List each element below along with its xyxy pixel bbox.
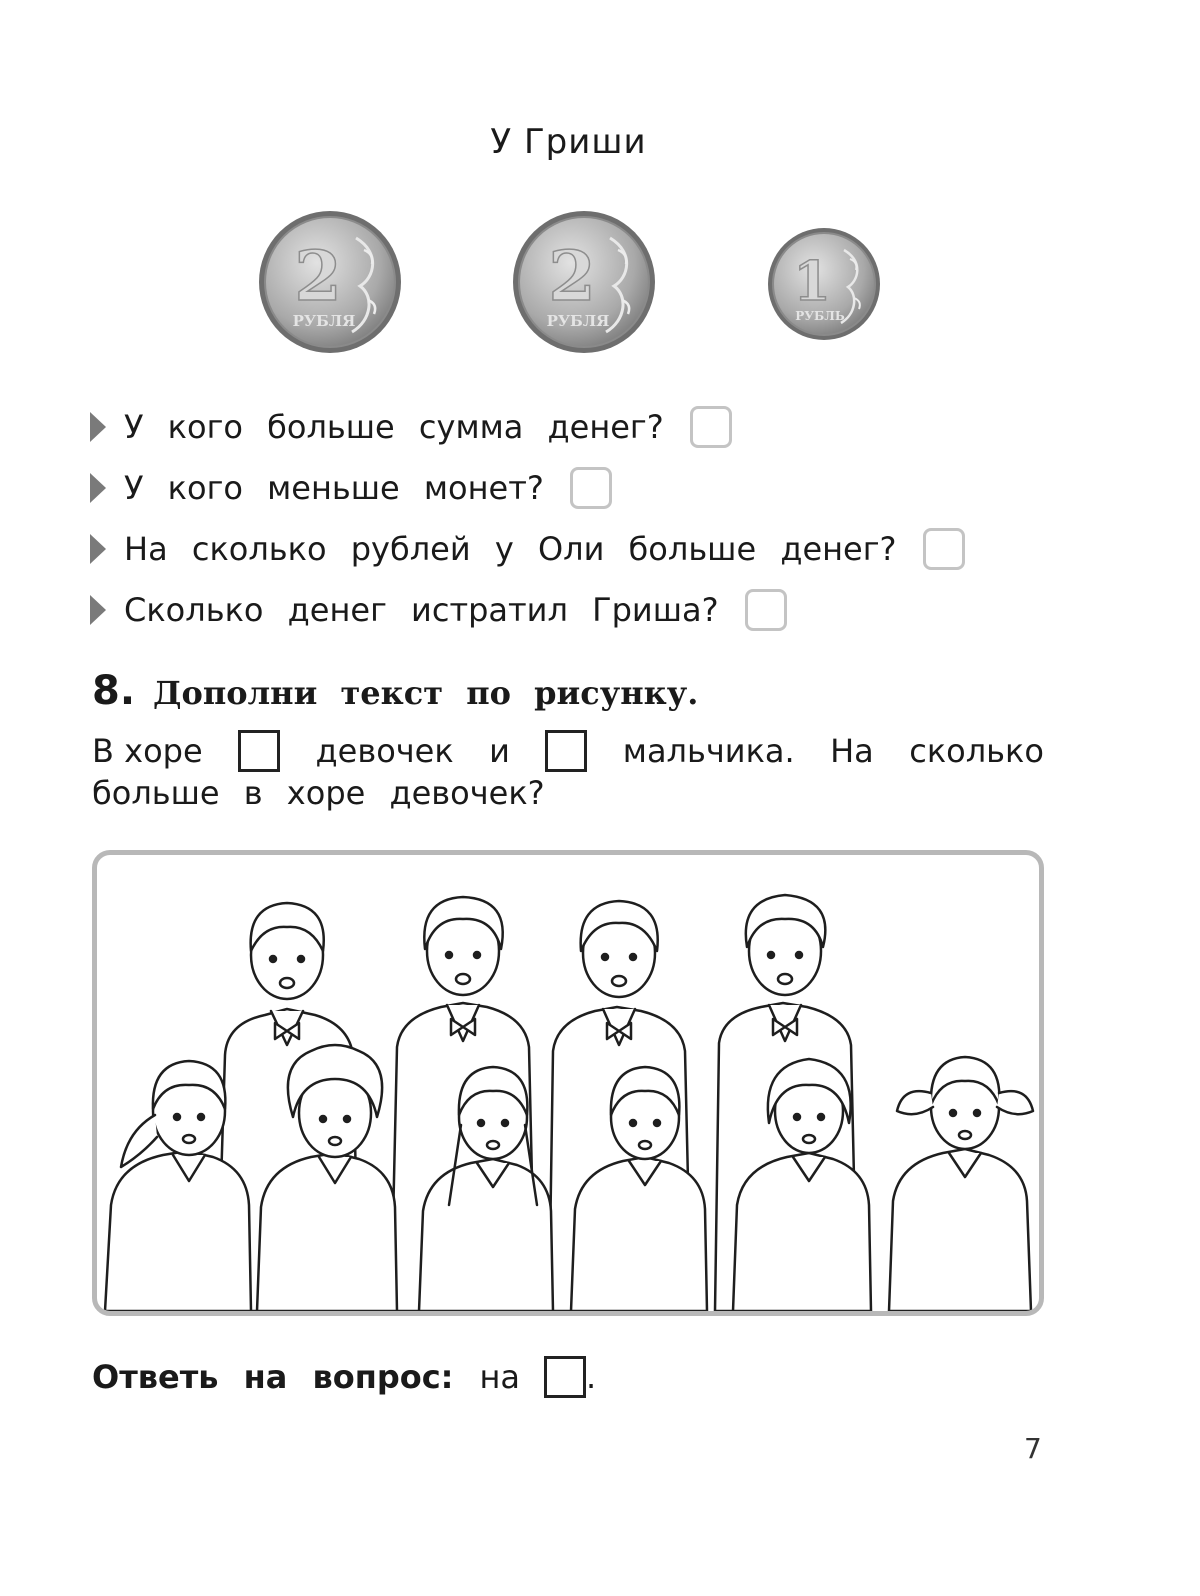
task-text-part: В хоре bbox=[92, 732, 203, 770]
task-text-line2: больше в хоре девочек? bbox=[92, 774, 545, 812]
coin-2-rubles bbox=[256, 208, 404, 356]
answer-box[interactable] bbox=[745, 589, 787, 631]
task-heading bbox=[92, 668, 698, 714]
answer-box[interactable] bbox=[544, 1356, 586, 1398]
answer-box[interactable] bbox=[690, 406, 732, 448]
page-number: 7 bbox=[1024, 1432, 1042, 1465]
choir-picture-frame bbox=[92, 850, 1044, 1316]
question-text: На сколько рублей у Оли больше денег? bbox=[124, 530, 897, 568]
coin-2-rubles bbox=[510, 208, 658, 356]
task-text-part: сколько bbox=[909, 732, 1044, 770]
task-text-part: девочек bbox=[315, 732, 454, 770]
triangle-bullet-icon bbox=[90, 595, 106, 625]
question-text: У кого меньше монет? bbox=[124, 469, 544, 507]
coin-numeral: 1 bbox=[793, 249, 831, 313]
answer-prefix: на bbox=[479, 1358, 520, 1396]
question-2 bbox=[90, 463, 612, 513]
triangle-bullet-icon bbox=[90, 534, 106, 564]
coin-label: РУБЛЯ bbox=[292, 312, 356, 330]
girls-count-box[interactable] bbox=[238, 730, 280, 772]
task-text-part: мальчика. bbox=[622, 732, 795, 770]
task-text bbox=[92, 730, 1044, 814]
boys-count-box[interactable] bbox=[545, 730, 587, 772]
coin-label: РУБЛЯ bbox=[546, 312, 610, 330]
answer-box[interactable] bbox=[923, 528, 965, 570]
triangle-bullet-icon bbox=[90, 412, 106, 442]
triangle-bullet-icon bbox=[90, 473, 106, 503]
question-1 bbox=[90, 402, 732, 452]
coin-numeral: 2 bbox=[294, 237, 342, 317]
owner-heading: У Гриши bbox=[490, 122, 647, 162]
task-text-part: На bbox=[830, 732, 874, 770]
coin-numeral: 2 bbox=[548, 237, 596, 317]
answer-line bbox=[92, 1356, 596, 1398]
answer-label: Ответь на вопрос: bbox=[92, 1358, 454, 1396]
task-text-part: и bbox=[489, 732, 510, 770]
coin-label: РУБЛЬ bbox=[795, 309, 845, 323]
girl-figure bbox=[889, 1057, 1033, 1311]
task-number: 8. bbox=[92, 668, 136, 714]
answer-box[interactable] bbox=[570, 467, 612, 509]
coin-1-ruble bbox=[766, 226, 882, 342]
task-title: Дополни текст по рисунку. bbox=[153, 674, 699, 712]
question-4 bbox=[90, 585, 787, 635]
question-3 bbox=[90, 524, 965, 574]
answer-suffix: . bbox=[586, 1358, 597, 1396]
choir-illustration bbox=[97, 855, 1039, 1311]
question-text: У кого больше сумма денег? bbox=[124, 408, 664, 446]
question-text: Сколько денег истратил Гриша? bbox=[124, 591, 719, 629]
